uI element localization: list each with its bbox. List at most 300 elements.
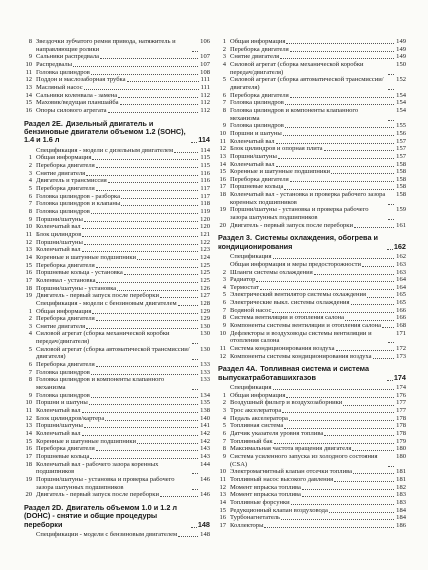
toc-entry[interactable]	[218, 491, 406, 499]
entry-page-number: 121	[200, 230, 210, 238]
dot-leader	[302, 496, 394, 497]
entry-title: Двигатель - первый запуск после переборки	[36, 292, 159, 300]
toc-entry[interactable]	[24, 99, 210, 107]
entry-title: Поддон и маслозаборная трубка	[36, 76, 126, 84]
dot-leader	[108, 182, 199, 183]
entry-number: 7	[222, 306, 226, 314]
entry-title: Трос акселератора	[230, 407, 282, 415]
dot-leader	[96, 282, 198, 283]
toc-entry[interactable]	[24, 231, 210, 239]
toc-entry[interactable]	[218, 176, 406, 184]
entry-page-number: 120	[200, 215, 210, 223]
toc-entry[interactable]	[218, 438, 406, 446]
toc-entry[interactable]	[24, 461, 210, 476]
entry-title: Радиатор	[230, 276, 256, 284]
toc-entry[interactable]	[218, 430, 406, 438]
dot-leader	[121, 198, 198, 199]
entry-number: 14	[25, 430, 32, 438]
entry-title: Момент впрыска топлива	[230, 483, 301, 491]
entry-title: Переборка двигателя	[36, 315, 95, 323]
toc-entry[interactable]	[24, 415, 210, 423]
toc-entry[interactable]	[218, 507, 406, 515]
entry-title: Силовой агрегат (сборка автоматической трансмиссии/двигателя)	[230, 76, 384, 91]
toc-entry[interactable]	[218, 353, 406, 361]
toc-entry[interactable]	[218, 168, 406, 176]
entry-page-number: 178	[396, 430, 406, 438]
entry-page-number: 116	[200, 177, 210, 185]
entry-number: 8	[222, 445, 226, 453]
toc-entry[interactable]	[218, 261, 406, 269]
entry-number: 7	[222, 437, 226, 445]
toc-entry[interactable]	[218, 183, 406, 191]
dot-leader	[273, 389, 395, 390]
dot-leader	[285, 104, 394, 105]
dot-leader	[90, 458, 198, 459]
entry-page-number: 130	[200, 322, 210, 330]
entry-page-number: 165	[396, 291, 406, 299]
dot-leader	[329, 512, 394, 513]
dot-leader	[91, 213, 199, 214]
toc-entry[interactable]	[218, 107, 406, 122]
entry-page-number: 117	[200, 192, 210, 200]
toc-entry[interactable]	[218, 384, 406, 392]
toc-entry[interactable]	[24, 38, 210, 53]
toc-entry[interactable]	[218, 299, 406, 307]
section-title: Системы охлаждения, обогрева и кондиционирования	[218, 233, 379, 251]
toc-entry[interactable]	[24, 92, 210, 100]
dot-leader	[120, 104, 199, 105]
entry-number: 5	[222, 76, 226, 84]
entry-page-number: 144	[200, 460, 210, 468]
entry-title: Общая информация	[230, 391, 286, 399]
dot-leader	[352, 450, 394, 451]
dot-leader	[264, 527, 394, 528]
entry-page-number: 112	[200, 91, 210, 99]
entry-number: 10	[219, 468, 226, 476]
entry-title: Коренные и шатунные подшипники	[36, 437, 137, 445]
entry-number: 2	[222, 268, 226, 276]
entry-page-number: 181	[396, 468, 406, 476]
dot-leader	[278, 158, 394, 159]
entry-number: 17	[25, 452, 32, 460]
entry-title: Топливный бак	[230, 437, 273, 445]
dot-leader	[314, 274, 394, 275]
toc-entry[interactable]	[24, 491, 210, 499]
toc-entry[interactable]	[218, 92, 406, 100]
dot-leader	[362, 266, 394, 267]
toc-entry[interactable]	[24, 216, 210, 224]
toc-entry[interactable]	[218, 314, 406, 322]
entry-number: 13	[219, 152, 226, 160]
section-title: Топливная система и система выпускатработавшихгазов	[218, 364, 370, 382]
toc-entry[interactable]	[218, 392, 406, 400]
entry-title: Блок цилиндров/картера	[36, 414, 105, 422]
entry-page-number: 125	[200, 261, 210, 269]
entry-title: Поршни/шатуны	[36, 215, 83, 223]
entry-page-number: 164	[396, 276, 406, 284]
entry-number: 15	[219, 506, 226, 514]
toc-entry[interactable]	[24, 69, 210, 77]
entry-title: Спецификация	[230, 384, 272, 392]
toc-entry[interactable]	[24, 223, 210, 231]
dot-leader	[96, 366, 198, 367]
dot-leader	[286, 43, 394, 44]
section-heading[interactable]	[24, 504, 210, 529]
toc-entry[interactable]	[218, 138, 406, 146]
entry-title: Головка цилиндров	[36, 207, 90, 215]
toc-entry[interactable]	[218, 422, 406, 430]
entry-page-number: 133	[200, 368, 210, 376]
entry-page-number: 183	[396, 499, 406, 506]
entry-page-number: 118	[200, 200, 210, 208]
toc-entry[interactable]	[218, 476, 406, 484]
entry-page-number: 154	[396, 91, 406, 99]
dot-leader	[387, 380, 393, 381]
entry-number: 6	[28, 192, 32, 200]
entry-title: Силовой агрегат (сборка автоматической трансмиссии/двигателя)	[36, 345, 190, 361]
entry-number: 10	[219, 129, 226, 137]
entry-number: 13	[25, 246, 32, 254]
entry-title: Коленчатый вал	[230, 160, 275, 168]
toc-entry[interactable]	[24, 84, 210, 92]
entry-number: 9	[222, 122, 226, 130]
toc-entry[interactable]	[24, 200, 210, 208]
entry-number: 3	[222, 407, 226, 415]
dot-leader	[82, 435, 199, 436]
toc-entry[interactable]	[24, 254, 210, 262]
entry-title: Компоненты системы вентиляции и отопления салона	[230, 322, 382, 330]
entry-number: 7	[222, 99, 226, 107]
entry-title: Электрические выкл. системы охлаждения	[230, 299, 350, 307]
toc-entry[interactable]	[218, 122, 406, 130]
entry-page-number: 129	[200, 315, 210, 323]
entry-number: 3	[222, 53, 226, 61]
toc-entry[interactable]	[218, 468, 406, 476]
entry-number: 8	[28, 38, 32, 45]
section-page-number: 114	[198, 135, 210, 145]
entry-title: Головка цилиндров и компоненты клапанного механизма	[36, 376, 165, 392]
toc-entry[interactable]	[218, 46, 406, 54]
entry-number: 17	[219, 521, 226, 529]
section-heading[interactable]	[218, 234, 406, 251]
entry-page-number: 158	[396, 191, 406, 199]
toc-entry[interactable]	[218, 291, 406, 299]
toc-entry[interactable]	[218, 61, 406, 76]
entry-number: 1	[28, 307, 32, 315]
dot-leader	[86, 175, 198, 176]
toc-entry[interactable]	[24, 292, 210, 300]
dot-leader	[92, 313, 198, 314]
entry-page-number: 148	[200, 531, 210, 539]
toc-entry[interactable]	[24, 361, 210, 369]
entry-title: Коленчатый вал	[36, 223, 81, 231]
toc-entry[interactable]	[24, 407, 210, 415]
toc-entry[interactable]	[218, 345, 406, 353]
toc-entry[interactable]	[24, 246, 210, 254]
section-heading[interactable]	[218, 365, 406, 382]
entry-page-number: 162	[396, 253, 406, 261]
entry-number: 11	[219, 137, 226, 145]
toc-entry[interactable]	[218, 145, 406, 153]
toc-entry[interactable]	[218, 453, 406, 468]
dot-leader	[191, 527, 197, 528]
entry-page-number: 120	[200, 223, 210, 231]
entry-number: 7	[28, 200, 32, 208]
entry-page-number: 115	[200, 154, 210, 162]
entry-title: Переборка двигателя	[36, 185, 95, 193]
dot-leader	[192, 489, 198, 490]
entry-number: 3	[28, 322, 32, 330]
dot-leader	[283, 135, 394, 136]
toc-entry[interactable]	[218, 499, 406, 507]
entry-title: Общая информация	[36, 307, 92, 315]
toc-entry[interactable]	[24, 445, 210, 453]
toc-entry[interactable]	[24, 438, 210, 446]
dot-leader	[334, 481, 394, 482]
toc-entry[interactable]	[218, 53, 406, 61]
dot-leader	[324, 435, 394, 436]
dot-leader	[331, 173, 394, 174]
entry-number: 18	[219, 191, 226, 199]
entry-title: Водяной насос	[230, 306, 272, 314]
dot-leader	[290, 51, 394, 52]
toc-entry[interactable]	[24, 107, 210, 115]
entry-page-number: 106	[200, 38, 210, 45]
dot-leader	[84, 427, 198, 428]
entry-title: Электрический вентилятор системы охлаждения	[230, 291, 366, 299]
entry-page-number: 123	[200, 246, 210, 254]
dot-leader	[382, 327, 394, 328]
entry-number: 15	[25, 99, 32, 107]
entry-title: Силовой агрегат (сборка механической коробки передач/двигателя)	[230, 60, 364, 76]
toc-entry[interactable]	[218, 284, 406, 292]
entry-title: Спецификация - модели с бензиновым двигателем	[36, 299, 177, 307]
dot-leader	[351, 304, 395, 305]
toc-entry[interactable]	[24, 453, 210, 461]
toc-entry[interactable]	[218, 514, 406, 522]
entry-page-number: 179	[396, 437, 406, 445]
section-label: Раздел 4А.	[218, 364, 258, 374]
entry-page-number: 176	[396, 391, 406, 399]
section-heading[interactable]	[24, 120, 210, 145]
entry-page-number: 146	[200, 491, 210, 499]
entry-title: Компоненты системы кондиционирования воздуха	[230, 352, 372, 360]
entry-page-number: 154	[396, 106, 406, 114]
toc-entry[interactable]	[24, 323, 210, 331]
entry-number: 16	[25, 106, 32, 114]
dot-leader	[324, 150, 395, 151]
entry-title: Поршни и шатуны	[230, 129, 282, 137]
toc-entry[interactable]	[24, 61, 210, 69]
dot-leader	[86, 328, 198, 329]
toc-entry[interactable]	[24, 346, 210, 361]
entry-title: Коленвал - установка	[36, 276, 96, 284]
entry-page-number: 129	[200, 307, 210, 315]
entry-number: 4	[222, 414, 226, 422]
dot-leader	[388, 219, 394, 220]
toc-entry[interactable]	[218, 307, 406, 315]
toc-entry[interactable]	[24, 269, 210, 277]
entry-number: 6	[222, 91, 226, 99]
entry-number: 8	[28, 207, 32, 215]
toc-entry[interactable]	[218, 161, 406, 169]
entry-page-number: 177	[396, 399, 406, 407]
entry-number: 2	[222, 399, 226, 407]
toc-entry[interactable]	[24, 531, 210, 539]
dot-leader	[174, 152, 198, 153]
dot-leader	[96, 320, 198, 321]
toc-entry[interactable]	[24, 170, 210, 178]
entry-page-number: 158	[396, 160, 406, 168]
entry-page-number: 116	[200, 169, 210, 177]
toc-entry[interactable]	[24, 162, 210, 170]
toc-entry[interactable]	[218, 191, 406, 206]
entry-number: 19	[25, 475, 32, 483]
toc-entry[interactable]	[24, 422, 210, 430]
entry-title: Максимальная частота вращения двигателя	[230, 445, 352, 453]
entry-page-number: 142	[200, 437, 210, 445]
entry-title: Электромагнитный клапан отсечки топлива	[230, 468, 352, 476]
toc-entry[interactable]	[24, 399, 210, 407]
entry-number: 13	[25, 83, 32, 91]
toc-entry[interactable]	[218, 130, 406, 138]
entry-number: 9	[222, 322, 226, 330]
toc-entry[interactable]	[218, 415, 406, 423]
entry-title: Поршни/шатуны - установка и проверка рабочего зазора шатунных подшипников	[36, 475, 175, 491]
toc-entry[interactable]	[218, 399, 406, 407]
dot-leader	[178, 536, 198, 537]
toc-entry[interactable]	[24, 300, 210, 308]
entry-page-number: 180	[396, 453, 406, 461]
entry-title: Система вентиляции и отопления салона	[230, 314, 345, 322]
toc-entry[interactable]	[218, 222, 406, 230]
dot-leader	[192, 389, 198, 390]
dot-leader	[96, 190, 199, 191]
toc-entry[interactable]	[24, 285, 210, 293]
entry-page-number: 112	[200, 99, 210, 107]
toc-entry[interactable]	[218, 38, 406, 46]
toc-entry[interactable]	[24, 315, 210, 323]
toc-entry[interactable]	[24, 330, 210, 345]
entry-title: Топливные форсунки	[230, 499, 290, 506]
dot-leader	[105, 420, 198, 421]
entry-title: Двигатель - первый запуск после переборки	[230, 221, 353, 229]
entry-title: Поршни/шатуны	[36, 422, 83, 430]
toc-entry[interactable]	[218, 522, 406, 530]
entry-title: Переборка двигателя	[230, 91, 289, 99]
toc-entry[interactable]	[24, 308, 210, 316]
entry-number: 11	[25, 407, 32, 415]
entry-number: 11	[219, 476, 226, 484]
entry-title: Переборка двигателя	[230, 45, 289, 53]
toc-entry[interactable]	[218, 484, 406, 492]
toc-entry[interactable]	[218, 276, 406, 284]
toc-entry[interactable]	[218, 253, 406, 261]
entry-page-number: 166	[396, 306, 406, 314]
entry-title: Момент впрыска топлива	[230, 491, 301, 499]
toc-entry[interactable]	[24, 262, 210, 270]
entry-title: Силовой агрегат (сборка механической коробки передач/двигателя)	[36, 330, 170, 346]
toc-entry[interactable]	[24, 53, 210, 61]
entry-title: Система усиленного запуска из холодного состояния (CSA)	[230, 453, 378, 468]
entry-title: Двигатель - первый запуск после переборки	[36, 491, 159, 499]
toc-entry[interactable]	[24, 185, 210, 193]
toc-entry[interactable]	[24, 208, 210, 216]
toc-entry[interactable]	[218, 206, 406, 221]
entry-title: Звездочки зубчатого ремня привода, натяжитель и направляющие ролики	[36, 38, 176, 53]
toc-entry[interactable]	[24, 476, 210, 491]
entry-title: Блок цилиндров и опорная плита	[230, 145, 323, 153]
entry-page-number: 143	[200, 445, 210, 453]
toc-entry[interactable]	[24, 239, 210, 247]
entry-title: Коллекторы	[230, 521, 264, 529]
entry-title: Двигатель и трансмиссия	[36, 177, 107, 185]
toc-entry[interactable]	[24, 193, 210, 201]
entry-number: 4	[222, 60, 226, 68]
dot-leader	[82, 228, 199, 229]
toc-entry[interactable]	[24, 369, 210, 377]
dot-leader	[367, 297, 394, 298]
entry-page-number: 180	[396, 445, 406, 453]
entry-number: 10	[219, 329, 226, 337]
entry-title: Коленчатый вал	[230, 137, 275, 145]
toc-entry[interactable]	[24, 376, 210, 391]
toc-entry[interactable]	[24, 277, 210, 285]
entry-title: Переборка двигателя	[36, 162, 95, 170]
entry-page-number: 186	[396, 521, 406, 529]
entry-number: 15	[25, 261, 32, 269]
dot-leader	[137, 259, 198, 260]
entry-number: 9	[222, 453, 226, 461]
toc-entry[interactable]	[218, 153, 406, 161]
entry-page-number: 119	[200, 207, 210, 215]
dot-leader	[284, 189, 394, 190]
entry-number: 12	[219, 483, 226, 491]
toc-entry[interactable]	[24, 147, 210, 155]
dot-leader	[353, 473, 394, 474]
entry-title: Распредвалы	[36, 60, 73, 68]
entry-title: Головка цилиндров и компоненты клапанного механизма	[230, 106, 359, 122]
entry-title: Коренные и шатунные подшипники	[36, 253, 137, 261]
toc-entry[interactable]	[218, 269, 406, 277]
entry-title: Общая информация	[230, 38, 286, 45]
toc-entry[interactable]	[218, 322, 406, 330]
toc-entry[interactable]	[24, 430, 210, 438]
dot-leader	[290, 97, 394, 98]
entry-page-number: 127	[200, 292, 210, 300]
toc-entry[interactable]	[218, 445, 406, 453]
toc-entry[interactable]	[218, 330, 406, 345]
toc-entry[interactable]	[24, 76, 210, 84]
entry-page-number: 163	[396, 268, 406, 276]
toc-entry[interactable]	[218, 407, 406, 415]
entry-page-number: 125	[200, 269, 210, 277]
toc-entry[interactable]	[218, 99, 406, 107]
section-page-number: 174	[393, 372, 406, 382]
entry-page-number: 157	[396, 145, 406, 153]
dot-leader	[290, 181, 394, 182]
entry-page-number: 150	[396, 60, 406, 68]
entry-page-number: 178	[396, 422, 406, 430]
toc-entry[interactable]	[218, 76, 406, 91]
toc-entry[interactable]	[24, 154, 210, 162]
entry-number: 12	[25, 238, 32, 246]
toc-entry[interactable]	[24, 392, 210, 400]
entry-page-number: 140	[200, 414, 210, 422]
entry-number: 13	[219, 491, 226, 499]
entry-number: 13	[25, 422, 32, 430]
toc-entry[interactable]	[24, 177, 210, 185]
